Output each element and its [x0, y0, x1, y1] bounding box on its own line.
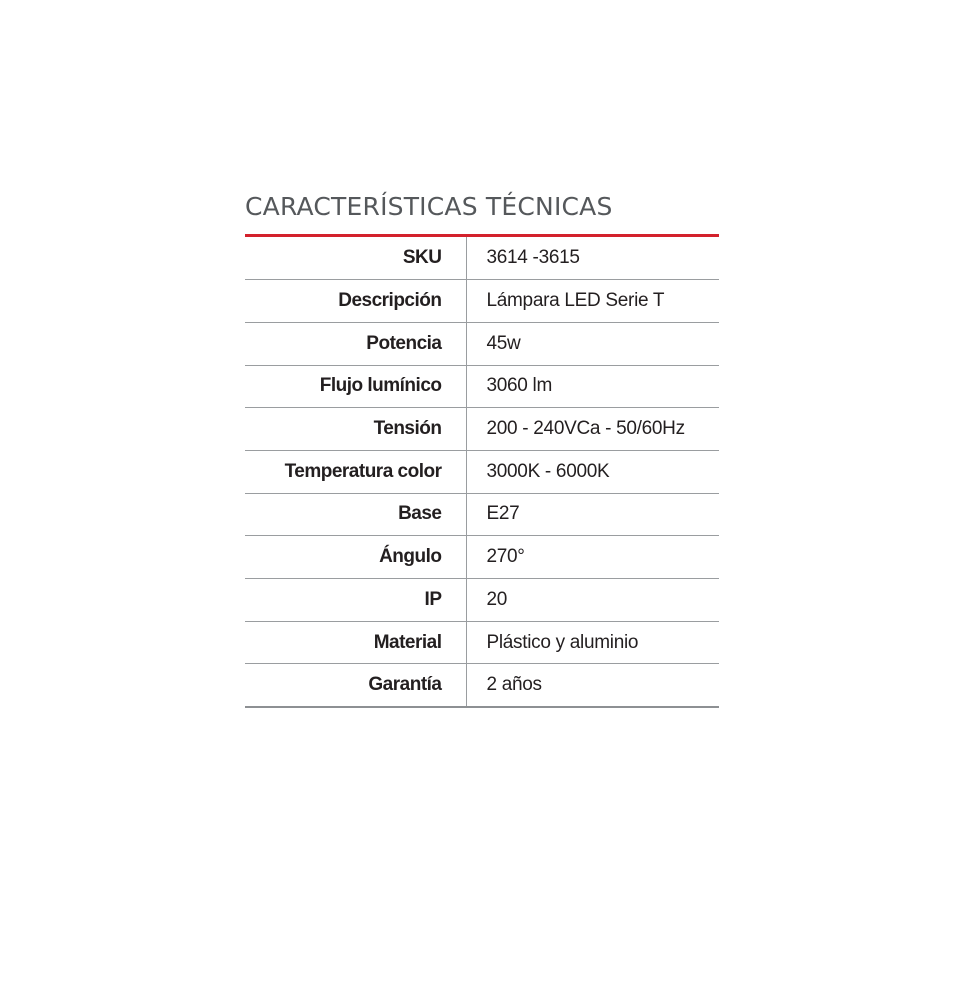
spec-label: Garantía: [245, 664, 466, 707]
spec-value: 3614 -3615: [466, 237, 719, 280]
spec-label: Ángulo: [245, 536, 466, 579]
spec-row-descripcion: [245, 280, 719, 323]
spec-label: Flujo lumínico: [245, 365, 466, 408]
spec-value: 3000K - 6000K: [466, 450, 719, 493]
spec-row-garantia: [245, 664, 719, 707]
spec-label: Material: [245, 621, 466, 664]
spec-label: Tensión: [245, 408, 466, 451]
technical-specs-section: [245, 186, 719, 708]
spec-label: Base: [245, 493, 466, 536]
spec-row-material: [245, 621, 719, 664]
spec-label: Temperatura color: [245, 450, 466, 493]
specs-table: [245, 237, 719, 708]
spec-label: IP: [245, 579, 466, 622]
spec-row-ip: [245, 579, 719, 622]
spec-value: 45w: [466, 322, 719, 365]
spec-value: E27: [466, 493, 719, 536]
spec-label: SKU: [245, 237, 466, 280]
spec-row-temperatura-color: [245, 450, 719, 493]
spec-row-sku: [245, 237, 719, 280]
spec-row-angulo: [245, 536, 719, 579]
section-title: CARACTERÍSTICAS TÉCNICAS: [245, 192, 613, 221]
spec-label: Potencia: [245, 322, 466, 365]
spec-value: 20: [466, 579, 719, 622]
spec-value: 2 años: [466, 664, 719, 707]
spec-row-flujo-luminico: [245, 365, 719, 408]
spec-row-tension: [245, 408, 719, 451]
spec-value: Plástico y aluminio: [466, 621, 719, 664]
spec-row-potencia: [245, 322, 719, 365]
spec-value: 200 - 240VCa - 50/60Hz: [466, 408, 719, 451]
spec-value: Lámpara LED Serie T: [466, 280, 719, 323]
spec-value: 3060 lm: [466, 365, 719, 408]
spec-label: Descripción: [245, 280, 466, 323]
spec-row-base: [245, 493, 719, 536]
spec-value: 270°: [466, 536, 719, 579]
